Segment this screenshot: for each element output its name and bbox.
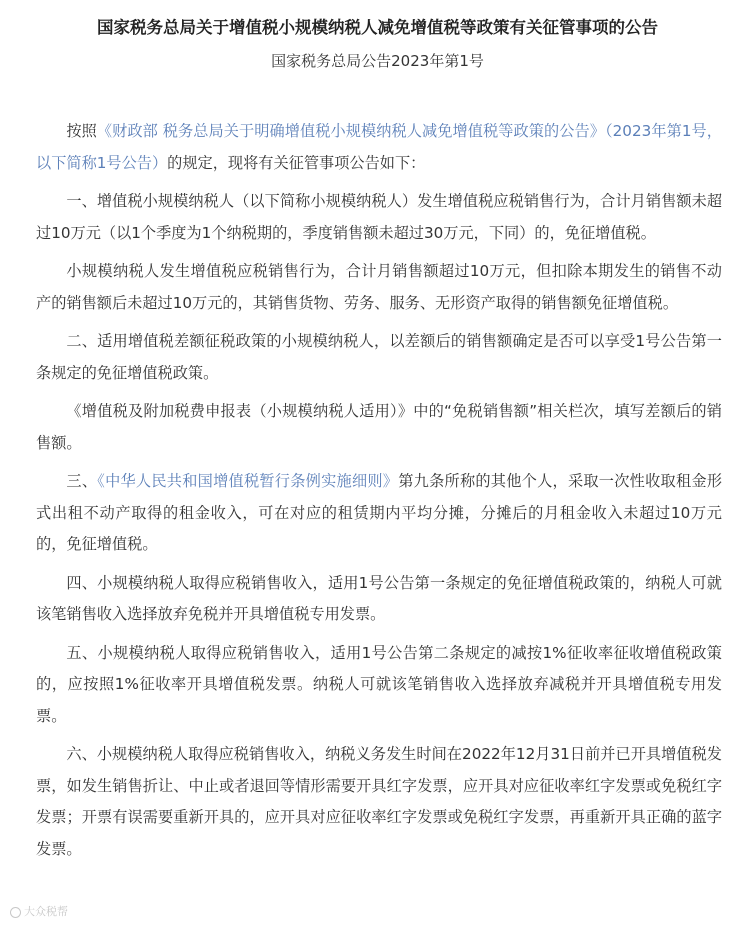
section-1-paragraph: 一、增值税小规模纳税人（以下简称小规模纳税人）发生增值税应税销售行为，合计月销售额未超过10万元（以1个季度为1个纳税期的，季度销售额未超过30万元，下同）的，免征增值税。 <box>36 192 722 242</box>
document-number: 国家税务总局公告2023年第1号 <box>271 52 484 70</box>
watermark <box>10 903 68 919</box>
intro-post-text: 的规定，现将有关征管事项公告如下： <box>167 153 426 172</box>
section-5-paragraph: 五、小规模纳税人取得应税销售收入，适用1号公告第二条规定的减按1%征收率征收增值税政策的，应按照1%征收率开具增值税发票。纳税人可就该笔销售收入选择放弃减税并开具增值税专用发票。 <box>36 643 722 725</box>
section-2-paragraph: 二、适用增值税差额征税政策的小规模纳税人，以差额后的销售额确定是否可以享受1号公告第一条规定的免征增值税政策。 <box>36 332 722 382</box>
vat-regulation-link[interactable]: 《中华人民共和国增值税暂行条例实施细则》 <box>97 472 399 490</box>
section-2-paragraph-2: 《增值税及附加税费申报表（小规模纳税人适用）》中的“免税销售额”相关栏次，填写差额后的销售额。 <box>36 402 722 452</box>
section-3-pre-text: 三、 <box>66 472 98 490</box>
section-1-paragraph-2: 小规模纳税人发生增值税应税销售行为，合计月销售额超过10万元，但扣除本期发生的销售不动产的销售额后未超过10万元的，其销售货物、劳务、服务、无形资产取得的销售额免征增值税。 <box>36 262 722 312</box>
watermark-logo-icon <box>10 907 21 918</box>
document-body <box>36 116 722 872</box>
section-6-paragraph: 六、小规模纳税人取得应税销售收入，纳税义务发生时间在2022年12月31日前并已开具增值税发票，如发生销售折让、中止或者退回等情形需要开具红字发票，应开具对应征收率红字发票或免税红字发票；开票有误需要重新开具的，应开具对应征收率红字发票或免税红字发票，再重新开具正确的蓝字发票。 <box>36 745 722 858</box>
section-4-paragraph: 四、小规模纳税人取得应税销售收入，适用1号公告第一条规定的免征增值税政策的，纳税人可就该笔销售收入选择放弃免税并开具增值税专用发票。 <box>36 573 722 623</box>
policy-notice-link[interactable]: 《财政部 税务总局关于明确增值税小规模纳税人减免增值税等政策的公告》（2023年第1号，以下简称1号公告） <box>36 122 722 172</box>
intro-paragraph <box>36 116 722 179</box>
document-title: 国家税务总局关于增值税小规模纳税人减免增值税等政策有关征管事项的公告 <box>97 18 658 37</box>
intro-pre-text: 按照 <box>66 122 97 140</box>
section-3-post-text: 第九条所称的其他个人，采取一次性收取租金形式出租不动产取得的租金收入，可在对应的租赁期内平均分摊，分摊后的月租金收入未超过10万元的，免征增值税。 <box>36 472 723 553</box>
watermark-text: 大众税帮 <box>24 905 68 918</box>
section-3-paragraph <box>36 466 722 561</box>
